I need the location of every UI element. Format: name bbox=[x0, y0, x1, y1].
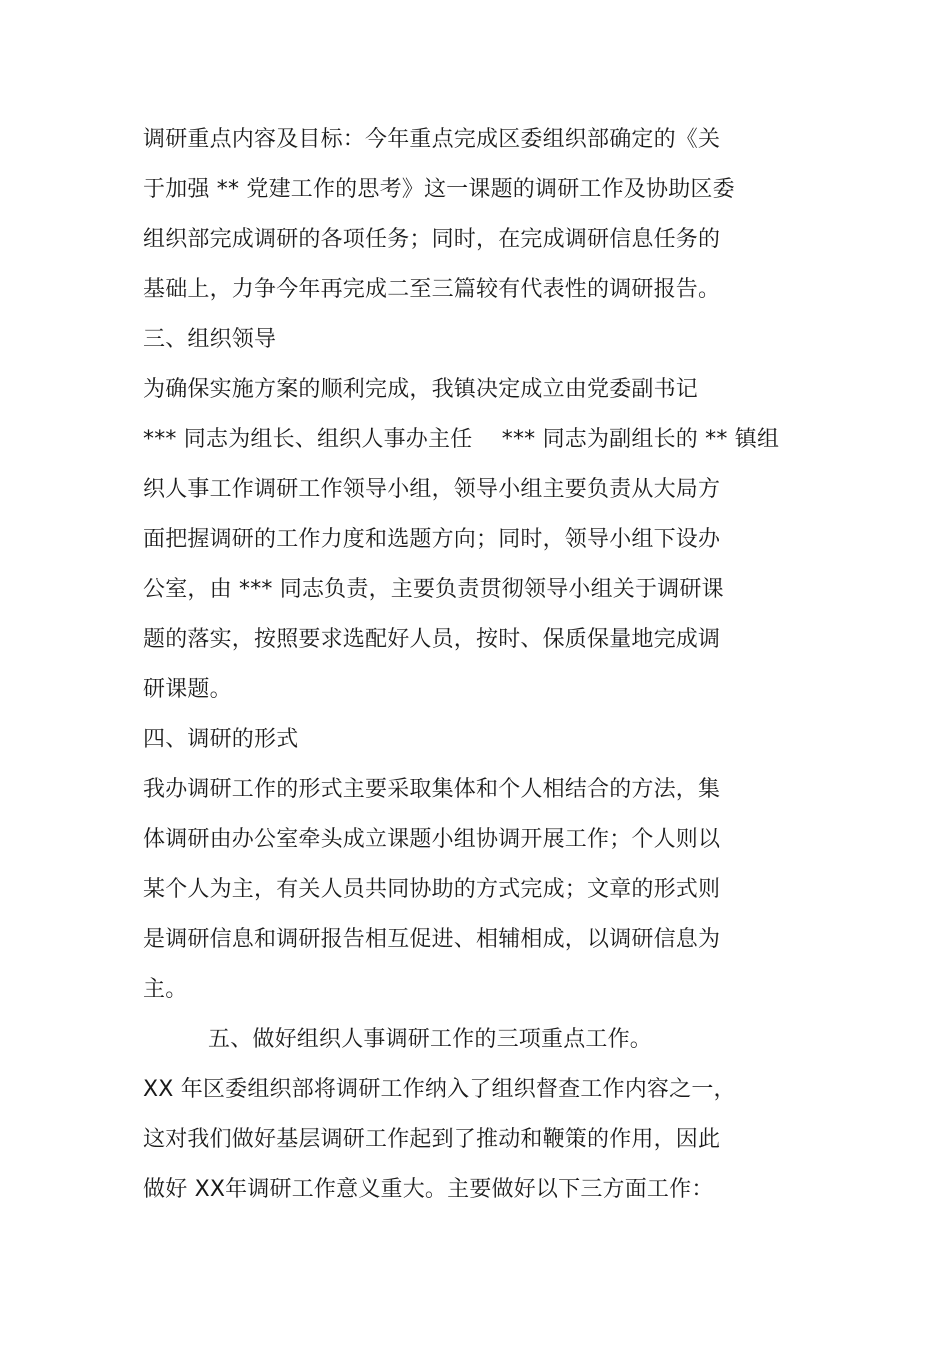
text-line: 面把握调研的工作力度和选题方向；同时，领导小组下设办 bbox=[143, 527, 721, 552]
text-line: 这对我们做好基层调研工作起到了推动和鞭策的作用，因此 bbox=[143, 1127, 721, 1152]
text-line: 研课题。 bbox=[143, 677, 232, 702]
text-line: 于加强 ** 党建工作的思考》这一课题的调研工作及协助区委 bbox=[143, 177, 735, 202]
text-line: 我办调研工作的形式主要采取集体和个人相结合的方法，集 bbox=[143, 777, 721, 802]
text-line: 公室，由 *** 同志负责，主要负责贯彻领导小组关于调研课 bbox=[143, 577, 724, 602]
text-line: 题的落实，按照要求选配好人员，按时、保质保量地完成调 bbox=[143, 627, 721, 652]
text-line: 体调研由办公室牵头成立课题小组协调开展工作；个人则以 bbox=[143, 827, 721, 852]
section-heading: 五、做好组织人事调研工作的三项重点工作。 bbox=[208, 1027, 653, 1052]
section-heading: 四、调研的形式 bbox=[143, 727, 299, 752]
text-line: 做好 XX年调研工作意义重大。主要做好以下三方面工作： bbox=[143, 1177, 714, 1202]
text-line: *** 同志为组长、组织人事办主任 *** 同志为副组长的 ** 镇组 bbox=[143, 427, 780, 452]
text-line: 组织部完成调研的各项任务；同时，在完成调研信息任务的 bbox=[143, 227, 721, 252]
text-line: 主。 bbox=[143, 977, 188, 1002]
text-line: 基础上，力争今年再完成二至三篇较有代表性的调研报告。 bbox=[143, 277, 721, 302]
text-line: 某个人为主，有关人员共同协助的方式完成；文章的形式则 bbox=[143, 877, 721, 902]
text-line: 是调研信息和调研报告相互促进、相辅相成，以调研信息为 bbox=[143, 927, 721, 952]
section-heading: 三、组织领导 bbox=[143, 327, 277, 352]
text-line: XX 年区委组织部将调研工作纳入了组织督查工作内容之一， bbox=[143, 1077, 736, 1102]
text-line: 为确保实施方案的顺利完成，我镇决定成立由党委副书记 bbox=[143, 377, 699, 402]
text-line: 调研重点内容及目标：今年重点完成区委组织部确定的《关 bbox=[143, 127, 721, 152]
text-line: 织人事工作调研工作领导小组，领导小组主要负责从大局方 bbox=[143, 477, 721, 502]
